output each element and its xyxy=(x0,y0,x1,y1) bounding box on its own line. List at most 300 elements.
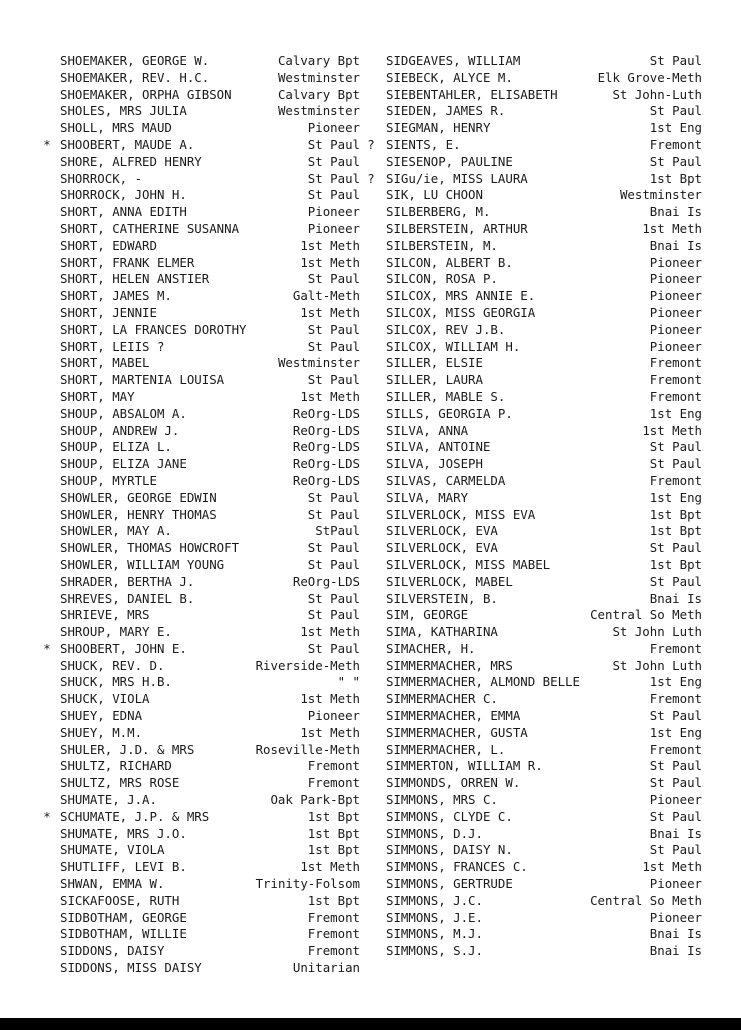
entry-church: Fremont xyxy=(649,741,702,757)
entry-church: Pioneer xyxy=(307,204,360,220)
entry-church: Westminster xyxy=(619,187,702,203)
directory-entry xyxy=(52,53,360,70)
entry-church: St Paul xyxy=(307,170,360,186)
entry-name: SIMMONS, FRANCES C. xyxy=(386,859,528,875)
entry-church: St Paul xyxy=(307,640,360,656)
directory-entry xyxy=(382,859,702,876)
directory-entry xyxy=(382,624,702,641)
entry-name: SHOEMAKER, REV. H.C. xyxy=(60,69,210,85)
entry-name: SHORT, JAMES M. xyxy=(60,288,172,304)
directory-entry xyxy=(382,53,702,70)
directory-entry xyxy=(52,221,360,238)
entry-name: SHOWLER, HENRY THOMAS xyxy=(60,506,217,522)
directory-entry xyxy=(52,389,360,406)
entry-church: Fremont xyxy=(307,775,360,791)
entry-church: 1st Meth xyxy=(300,304,360,320)
directory-entry xyxy=(382,725,702,742)
entry-name: SHUCK, VIOLA xyxy=(60,691,150,707)
entry-church: St Paul xyxy=(307,321,360,337)
entry-church: Fremont xyxy=(649,355,702,371)
entry-church: St Paul xyxy=(649,708,702,724)
directory-entry xyxy=(52,725,360,742)
directory-entry xyxy=(52,523,360,540)
entry-church: Roseville-Meth xyxy=(255,741,360,757)
entry-church: 1st Meth xyxy=(642,422,702,438)
entry-church: Westminster xyxy=(277,355,360,371)
directory-entry xyxy=(382,574,702,591)
entry-name: SHOOBERT, JOHN E. xyxy=(60,640,187,656)
directory-entry xyxy=(52,507,360,524)
entry-church: Fremont xyxy=(649,388,702,404)
entry-church: St Paul xyxy=(649,456,702,472)
directory-entry xyxy=(52,943,360,960)
directory-entry xyxy=(382,204,702,221)
entry-name: SIEBENTAHLER, ELISABETH xyxy=(386,86,558,102)
entry-name: SIMMERMACHER, MRS xyxy=(386,657,513,673)
directory-entry xyxy=(52,288,360,305)
entry-church: Bnai Is xyxy=(649,590,702,606)
entry-church: St Paul xyxy=(307,607,360,623)
directory-entry xyxy=(52,339,360,356)
directory-entry xyxy=(382,809,702,826)
entry-name: SILCOX, WILLIAM H. xyxy=(386,338,521,354)
entry-name: SIMMERMACHER, GUSTA xyxy=(386,724,528,740)
entry-name: SHUCK, MRS H.B. xyxy=(60,674,172,690)
directory-entry xyxy=(52,204,360,221)
directory-entry xyxy=(382,389,702,406)
entry-name: SILVA, ANTOINE xyxy=(386,439,491,455)
directory-entry xyxy=(382,658,702,675)
directory-entry xyxy=(43,640,360,658)
entry-church: ReOrg-LDS xyxy=(292,456,360,472)
directory-entry xyxy=(382,423,702,440)
entry-church: ReOrg-LDS xyxy=(292,472,360,488)
entry-name: SIMMONS, MRS C. xyxy=(386,792,498,808)
directory-entry xyxy=(382,87,702,104)
entry-name: SHOLL, MRS MAUD xyxy=(60,120,172,136)
directory-entry xyxy=(367,170,702,188)
directory-entry xyxy=(382,926,702,943)
entry-name: SILVERSTEIN, B. xyxy=(386,590,498,606)
entry-church: Oak Park-Bpt xyxy=(270,792,360,808)
entry-church: 1st Eng xyxy=(649,674,702,690)
directory-entry xyxy=(52,423,360,440)
directory-entry xyxy=(382,406,702,423)
entry-name: SIDBOTHAM, WILLIE xyxy=(60,926,187,942)
directory-entry xyxy=(382,288,702,305)
entry-name: SHORROCK, JOHN H. xyxy=(60,187,187,203)
entry-mark: ? xyxy=(367,170,375,186)
entry-mark: ? xyxy=(367,136,375,152)
entry-name: SHOLES, MRS JULIA xyxy=(60,103,187,119)
directory-entry xyxy=(52,926,360,943)
entry-church: ReOrg-LDS xyxy=(292,405,360,421)
entry-church: Pioneer xyxy=(307,120,360,136)
directory-entry xyxy=(52,238,360,255)
entry-church: Pioneer xyxy=(649,909,702,925)
entry-church: Fremont xyxy=(649,640,702,656)
directory-entry xyxy=(382,742,702,759)
entry-church: Calvary Bpt xyxy=(277,86,360,102)
entry-name: SIM, GEORGE xyxy=(386,607,469,623)
entry-church: Bnai Is xyxy=(649,825,702,841)
entry-name: SIDBOTHAM, GEORGE xyxy=(60,909,187,925)
directory-entry xyxy=(382,187,702,204)
entry-church: St Paul xyxy=(649,439,702,455)
entry-name: SILLS, GEORGIA P. xyxy=(386,405,513,421)
entry-name: SILVERLOCK, EVA xyxy=(386,540,498,556)
entry-church: 1st Meth xyxy=(300,388,360,404)
entry-church: Pioneer xyxy=(649,321,702,337)
entry-name: SHORT, MABEL xyxy=(60,355,150,371)
entry-church: St Paul xyxy=(307,540,360,556)
entry-church: Pioneer xyxy=(649,304,702,320)
entry-church: Calvary Bpt xyxy=(277,53,360,68)
entry-name: SHORT, MAY xyxy=(60,388,135,404)
directory-entry xyxy=(382,893,702,910)
entry-name: SHOWLER, WILLIAM YOUNG xyxy=(60,556,225,572)
entry-church: ReOrg-LDS xyxy=(292,573,360,589)
entry-name: SHORT, MARTENIA LOUISA xyxy=(60,372,225,388)
entry-name: SIMMERMACHER, ALMOND BELLE xyxy=(386,674,580,690)
entry-church: St Paul xyxy=(649,775,702,791)
entry-name: SHUCK, REV. D. xyxy=(60,657,165,673)
entry-church: Pioneer xyxy=(307,708,360,724)
entry-name: SILLER, MABLE S. xyxy=(386,388,506,404)
entry-name: SIMMONS, J.C. xyxy=(386,892,483,908)
directory-entry xyxy=(52,893,360,910)
directory-entry xyxy=(382,910,702,927)
entry-name: SHOOBERT, MAUDE A. xyxy=(60,136,195,152)
entry-name: SIEBECK, ALYCE M. xyxy=(386,69,513,85)
entry-church: Pioneer xyxy=(649,338,702,354)
entry-name: SIMMONS, D.J. xyxy=(386,825,483,841)
entry-church: St Paul xyxy=(307,338,360,354)
directory-entry xyxy=(382,120,702,137)
entry-name: SIENTS, E. xyxy=(386,136,461,152)
directory-entry xyxy=(52,305,360,322)
entry-name: SHUEY, M.M. xyxy=(60,724,143,740)
directory-entry xyxy=(382,775,702,792)
directory-entry xyxy=(382,322,702,339)
entry-name: SHORT, LEIIS ? xyxy=(60,338,165,354)
directory-entry xyxy=(52,876,360,893)
directory-entry xyxy=(382,490,702,507)
entry-church: St John-Luth xyxy=(612,86,702,102)
entry-name: SCHUMATE, J.P. & MRS xyxy=(60,808,210,824)
entry-church: 1st Meth xyxy=(642,220,702,236)
entry-name: SIESENOP, PAULINE xyxy=(386,153,513,169)
entry-church: 1st Bpt xyxy=(307,808,360,824)
entry-name: SHULTZ, RICHARD xyxy=(60,758,172,774)
entry-name: SIMMONS, CLYDE C. xyxy=(386,808,513,824)
entry-church: Unitarian xyxy=(292,960,360,976)
directory-entry xyxy=(52,607,360,624)
entry-church: St Paul xyxy=(307,153,360,169)
directory-entry xyxy=(382,842,702,859)
entry-name: SIMMERTON, WILLIAM R. xyxy=(386,758,543,774)
entry-name: SHUMATE, J.A. xyxy=(60,792,157,808)
entry-church: ReOrg-LDS xyxy=(292,439,360,455)
entry-name: SHORT, EDWARD xyxy=(60,237,157,253)
entry-church: Fremont xyxy=(649,472,702,488)
entry-church: St Paul xyxy=(649,153,702,169)
entry-church: 1st Eng xyxy=(649,405,702,421)
entry-name: SIEGMAN, HENRY xyxy=(386,120,491,136)
entry-church: Bnai Is xyxy=(649,943,702,959)
entry-name: SHULTZ, MRS ROSE xyxy=(60,775,180,791)
directory-entry xyxy=(382,70,702,87)
entry-name: SHULER, J.D. & MRS xyxy=(60,741,195,757)
directory-entry xyxy=(382,355,702,372)
entry-name: SIDDONS, DAISY xyxy=(60,943,165,959)
entry-mark: * xyxy=(43,808,51,824)
entry-church: Fremont xyxy=(649,136,702,152)
entry-church: St Paul xyxy=(649,540,702,556)
directory-entry xyxy=(382,271,702,288)
entry-church: St Paul xyxy=(649,808,702,824)
entry-name: SHOWLER, GEORGE EDWIN xyxy=(60,489,217,505)
entry-church: ReOrg-LDS xyxy=(292,422,360,438)
entry-name: SILVERLOCK, EVA xyxy=(386,523,498,539)
directory-entry xyxy=(52,826,360,843)
directory-entry xyxy=(52,557,360,574)
directory-entry xyxy=(52,842,360,859)
directory-entry xyxy=(382,221,702,238)
directory-entry xyxy=(382,674,702,691)
entry-name: SHREVES, DANIEL B. xyxy=(60,590,195,606)
entry-name: SHORT, LA FRANCES DOROTHY xyxy=(60,321,247,337)
entry-name: SIMMONS, DAISY N. xyxy=(386,842,513,858)
entry-name: SIK, LU CHOON xyxy=(386,187,483,203)
entry-church: Pioneer xyxy=(649,288,702,304)
entry-church: 1st Bpt xyxy=(307,892,360,908)
entry-name: SILLER, ELSIE xyxy=(386,355,483,371)
entry-church: 1st Bpt xyxy=(649,170,702,186)
entry-name: SILVERLOCK, MISS EVA xyxy=(386,506,536,522)
entry-church: Pioneer xyxy=(649,792,702,808)
directory-entry xyxy=(52,372,360,389)
entry-church: 1st Meth xyxy=(300,624,360,640)
entry-name: SILVERLOCK, MABEL xyxy=(386,573,513,589)
entry-church: Trinity-Folsom xyxy=(255,876,360,892)
directory-entry xyxy=(52,624,360,641)
scan-bottom-edge xyxy=(0,1018,741,1030)
directory-entry xyxy=(52,456,360,473)
entry-name: SHORT, JENNIE xyxy=(60,304,157,320)
entry-church: Fremont xyxy=(307,943,360,959)
entry-name: SHORROCK, - xyxy=(60,170,143,186)
directory-entry xyxy=(382,607,702,624)
entry-name: SHOUP, ELIZA L. xyxy=(60,439,172,455)
directory-entry xyxy=(52,910,360,927)
entry-church: 1st Eng xyxy=(649,724,702,740)
directory-entry xyxy=(367,136,702,154)
directory-entry xyxy=(382,708,702,725)
directory-entry xyxy=(52,87,360,104)
entry-name: SHOWLER, THOMAS HOWCROFT xyxy=(60,540,240,556)
entry-church: Bnai Is xyxy=(649,237,702,253)
entry-name: SILVA, MARY xyxy=(386,489,469,505)
entry-name: SHRIEVE, MRS xyxy=(60,607,150,623)
directory-entry xyxy=(382,641,702,658)
entry-church: Westminster xyxy=(277,103,360,119)
entry-name: SHROUP, MARY E. xyxy=(60,624,172,640)
entry-name: SILVA, ANNA xyxy=(386,422,469,438)
directory-entry xyxy=(52,540,360,557)
directory-entry xyxy=(52,70,360,87)
entry-church: Fremont xyxy=(307,926,360,942)
entry-church: Fremont xyxy=(307,909,360,925)
entry-name: SIDGEAVES, WILLIAM xyxy=(386,53,521,68)
entry-church: Central So Meth xyxy=(590,892,702,908)
entry-church: St John Luth xyxy=(612,657,702,673)
directory-entry xyxy=(52,187,360,204)
entry-name: SHORT, ANNA EDITH xyxy=(60,204,187,220)
entry-name: SILCON, ALBERT B. xyxy=(386,254,513,270)
entry-name: SIMMONS, M.J. xyxy=(386,926,483,942)
directory-entry xyxy=(382,154,702,171)
directory-entry xyxy=(52,708,360,725)
entry-church: Bnai Is xyxy=(649,204,702,220)
entry-mark: * xyxy=(43,640,51,656)
entry-church: 1st Meth xyxy=(300,237,360,253)
entry-church: St Paul xyxy=(649,103,702,119)
entry-church: 1st Bpt xyxy=(649,556,702,572)
directory-entry xyxy=(382,826,702,843)
directory-entry xyxy=(52,742,360,759)
entry-name: SILVERLOCK, MISS MABEL xyxy=(386,556,551,572)
directory-entry xyxy=(382,507,702,524)
entry-name: SHOUP, ANDREW J. xyxy=(60,422,180,438)
entry-name: SHOUP, ELIZA JANE xyxy=(60,456,187,472)
entry-church: 1st Bpt xyxy=(649,506,702,522)
entry-name: SIMACHER, H. xyxy=(386,640,476,656)
entry-name: SILLER, LAURA xyxy=(386,372,483,388)
directory-entry xyxy=(382,691,702,708)
directory-entry xyxy=(52,355,360,372)
entry-church: St Paul xyxy=(307,556,360,572)
entry-church: Bnai Is xyxy=(649,926,702,942)
directory-entry xyxy=(382,557,702,574)
entry-church: 1st Eng xyxy=(649,120,702,136)
directory-entry xyxy=(52,859,360,876)
entry-church: 1st Meth xyxy=(300,691,360,707)
entry-name: SILVAS, CARMELDA xyxy=(386,472,506,488)
entry-name: SILCOX, REV J.B. xyxy=(386,321,506,337)
entry-church: St Paul xyxy=(307,590,360,606)
directory-entry xyxy=(382,339,702,356)
entry-name: SIMMONS, S.J. xyxy=(386,943,483,959)
directory-entry xyxy=(382,456,702,473)
directory-entry xyxy=(52,473,360,490)
directory-entry xyxy=(52,271,360,288)
entry-name: SHOEMAKER, ORPHA GIBSON xyxy=(60,86,232,102)
directory-entry xyxy=(43,808,360,826)
directory-entry xyxy=(52,960,360,977)
directory-entry xyxy=(382,758,702,775)
entry-church: Fremont xyxy=(649,691,702,707)
entry-name: SHORT, FRANK ELMER xyxy=(60,254,195,270)
entry-church: 1st Bpt xyxy=(307,842,360,858)
directory-entry xyxy=(382,792,702,809)
directory-entry xyxy=(43,136,360,154)
directory-entry xyxy=(382,876,702,893)
directory-entry xyxy=(382,103,702,120)
entry-church: Fremont xyxy=(649,372,702,388)
directory-entry xyxy=(52,103,360,120)
entry-name: SILBERBERG, M. xyxy=(386,204,491,220)
entry-name: SHUMATE, VIOLA xyxy=(60,842,165,858)
directory-entry xyxy=(382,523,702,540)
directory-entry xyxy=(52,120,360,137)
entry-name: SHUEY, EDNA xyxy=(60,708,143,724)
entry-name: SHUTLIFF, LEVI B. xyxy=(60,859,187,875)
entry-name: SIDDONS, MISS DAISY xyxy=(60,960,202,976)
entry-name: SIMMERMACHER, L. xyxy=(386,741,506,757)
entry-name: SHORT, CATHERINE SUSANNA xyxy=(60,220,240,236)
entry-name: SILVA, JOSEPH xyxy=(386,456,483,472)
entry-name: SHWAN, EMMA W. xyxy=(60,876,165,892)
directory-entry xyxy=(382,305,702,322)
entry-church: 1st Bpt xyxy=(649,523,702,539)
directory-entry xyxy=(52,674,360,691)
entry-church: St Paul xyxy=(307,372,360,388)
directory-entry xyxy=(52,691,360,708)
directory-entry xyxy=(52,775,360,792)
entry-church: St Paul xyxy=(649,842,702,858)
directory-entry xyxy=(52,490,360,507)
entry-name: SHORE, ALFRED HENRY xyxy=(60,153,202,169)
entry-church: St Paul xyxy=(649,573,702,589)
entry-church: St Paul xyxy=(307,489,360,505)
entry-church: 1st Meth xyxy=(642,859,702,875)
entry-name: SIMMONS, GERTRUDE xyxy=(386,876,513,892)
left-column xyxy=(43,53,360,977)
entry-church: Riverside-Meth xyxy=(255,657,360,673)
entry-name: SIMMERMACHER, EMMA xyxy=(386,708,521,724)
directory-entry xyxy=(382,591,702,608)
directory-entry xyxy=(382,372,702,389)
entry-church: Galt-Meth xyxy=(292,288,360,304)
directory-entry xyxy=(382,238,702,255)
entry-church: StPaul xyxy=(315,523,360,539)
right-column xyxy=(367,53,702,960)
directory-entry xyxy=(382,439,702,456)
entry-name: SHRADER, BERTHA J. xyxy=(60,573,195,589)
directory-entry xyxy=(52,154,360,171)
entry-church: Fremont xyxy=(307,758,360,774)
entry-church: Pioneer xyxy=(649,271,702,287)
entry-church: 1st Bpt xyxy=(307,825,360,841)
directory-entry xyxy=(52,322,360,339)
entry-church: Westminster xyxy=(277,69,360,85)
entry-church: " " xyxy=(337,674,360,690)
directory-entry xyxy=(52,591,360,608)
entry-church: St Paul xyxy=(307,136,360,152)
entry-church: 1st Meth xyxy=(300,254,360,270)
directory-entry xyxy=(52,658,360,675)
entry-name: SILCOX, MRS ANNIE E. xyxy=(386,288,536,304)
entry-name: SHOEMAKER, GEORGE W. xyxy=(60,53,210,68)
directory-entry xyxy=(52,255,360,272)
entry-name: SIMMONDS, ORREN W. xyxy=(386,775,521,791)
directory-entry xyxy=(52,758,360,775)
directory-entry xyxy=(382,943,702,960)
entry-name: SIMMONS, J.E. xyxy=(386,909,483,925)
directory-entry xyxy=(382,473,702,490)
entry-name: SIMA, KATHARINA xyxy=(386,624,498,640)
